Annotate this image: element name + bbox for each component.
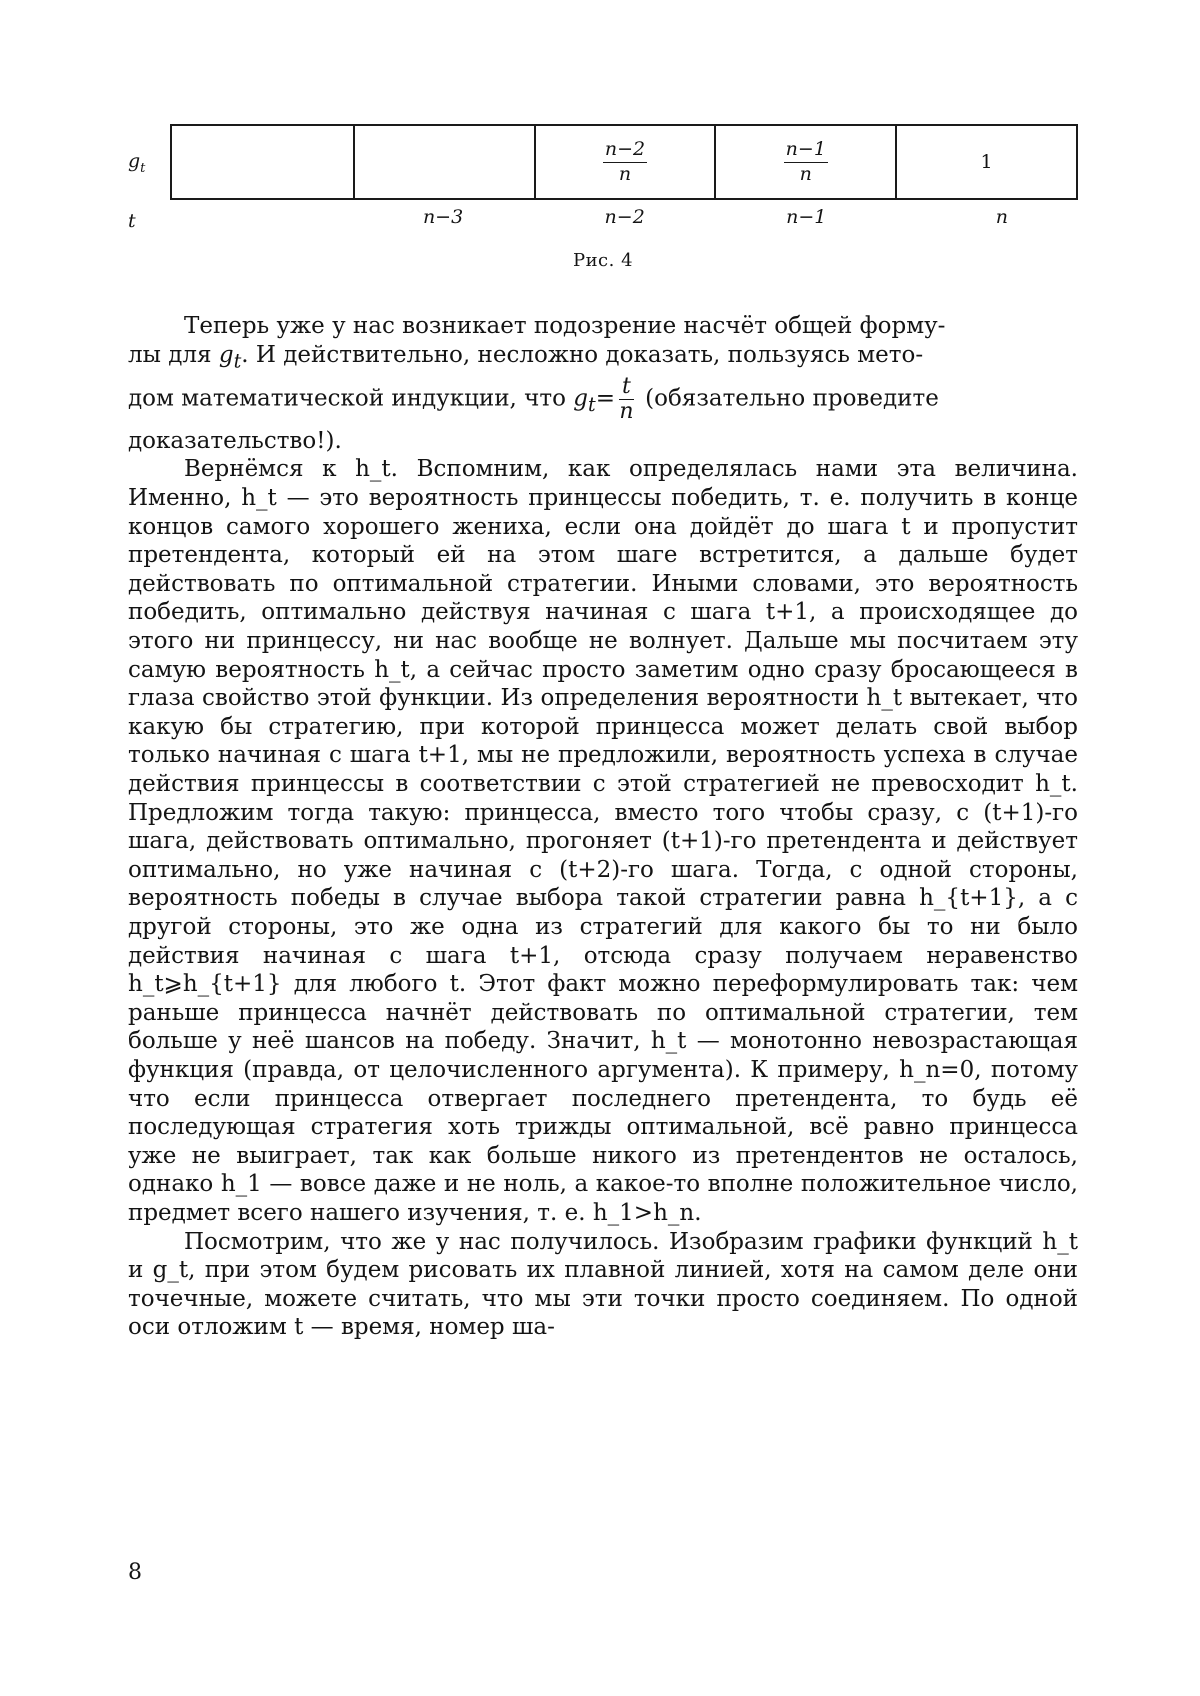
page-number: 8 — [128, 1560, 142, 1585]
body-text — [128, 312, 1078, 1342]
paragraph-1: Теперь уже у нас возникает подозрение насчёт общей форму- лы для $g_t$. И действительно, несложно доказать, пользуясь мето- дом математической индукции, что $g_t=$ $\frac{t}{n}$ (обязательно проведите доказательство!). — [128, 313, 946, 454]
row-label-t: t — [128, 210, 136, 232]
fraction: $\frac{t}{n}$ — [619, 373, 634, 424]
paragraph-3: Посмотрим, что же у нас получилось. Изобразим графики функций h_t и g_t, при этом будем рисовать их плавной линией, хотя на самом деле они точечные, можете считать, что мы эти точки просто соединяем. По одной оси отложим t — время, номер ша- — [128, 1228, 1078, 1341]
probability-table — [170, 124, 1078, 200]
table-cell — [714, 126, 895, 198]
table-cell: 1 — [895, 126, 1076, 198]
fraction: $\frac{n-2}{n}$ — [604, 137, 646, 185]
paragraph-2: Вернёмся к h_t. Вспомним, как определялась нами эта величина. Именно, h_t — это вероятность принцессы победить, т. е. получить в конце концов самого хорошего жениха, если она дойдёт до шага t и пропустит претендента, который ей на этом шаге встретится, а дальше будет действовать по оптимальной стратегии. Иными словами, это вероятность победить, оптимально действуя начиная с шага t+1, а происходящее до этого ни принцессу, ни нас вообще не волнует. Дальше мы посчитаем эту самую вероятность h_t, а сейчас просто заметим одно сразу бросающееся в глаза свойство этой функции. Из определения вероятности h_t вытекает, что какую бы стратегию, при которой принцесса может делать свой выбор только начиная с шага t+1, мы не предложили, вероятность успеха в случае действия принцессы в соответствии с этой стратегией не превосходит h_t. Предложим тогда такую: принцесса, вместо того чтобы сразу, с (t+1)-го шага, действовать оптимально, прогоняет (t+1)-го претендента и действует оптимально, но уже начиная с (t+2)-го шага. Тогда, с одной стороны, вероятность победы в случае выбора такой стратегии равна h_{t+1}, а с другой стороны, это же одна из стратегий для какого бы то ни было действия начиная с шага t+1, отсюда сразу получаем неравенство h_t⩾h_{t+1} для любого t. Этот факт можно переформулировать так: чем раньше принцесса начнёт действовать по оптимальной стратегии, тем больше у неё шансов на победу. Значит, h_t — монотонно невозрастающая функция (правда, от целочисленного аргумента). К примеру, h_n=0, потому что если принцесса отвергает последнего претендента, то будь её последующая стратегия хоть трижды оптимальной, всё равно принцесса уже не выиграет, так как больше никого из претендентов не осталось, однако h_1 — вовсе даже и не ноль, а какое-то вполне положительное число, предмет всего нашего изучения, т. е. h_1>h_n. — [128, 456, 1078, 1226]
tick-label: n−3 — [422, 206, 464, 228]
tick-label: n−1 — [786, 206, 827, 228]
figure-caption: Рис. 4 — [572, 250, 634, 271]
fraction: $\frac{n-1}{n}$ — [785, 137, 826, 185]
table-cell — [172, 126, 353, 198]
page — [128, 0, 1078, 1696]
t-axis-ticks — [170, 206, 1078, 228]
table-cell — [353, 126, 534, 198]
tick-label: n−2 — [604, 206, 645, 228]
figure-4 — [128, 118, 1078, 288]
row-label-g: $g_t$ — [128, 150, 146, 176]
table-cell — [534, 126, 715, 198]
tick-label: n — [995, 206, 1008, 228]
